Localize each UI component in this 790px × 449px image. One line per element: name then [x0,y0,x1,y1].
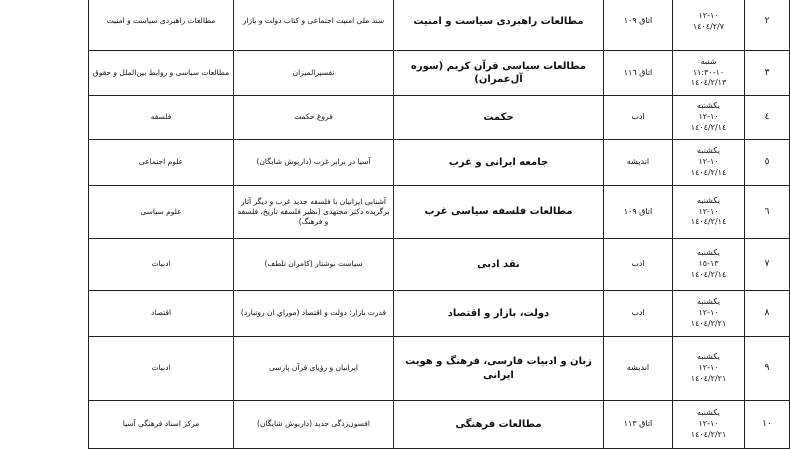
row-category: ادبیات [89,337,234,401]
row-title: مطالعات راهبردی سیاست و امنیت [394,0,604,51]
row-reference: آشنایی ایرانیان با فلسفه جدید غرب و دیگر آثار برگزیده دکتر مجتهدی (نظیر فلسفه تاریخ، فلسفه و فرهنگ) [234,186,394,239]
row-number: ٨ [745,291,790,337]
table-row [89,337,790,401]
table-row [89,140,790,186]
row-category: ادبیات [89,239,234,291]
row-reference: سیاست نوشتار (کامران تلطف) [234,239,394,291]
row-title: مطالعات فرهنگی [394,401,604,449]
row-date: یکشنبه ١٠-١٢ ١٤٠٤/٢/١٤ [673,140,745,186]
table-row [89,186,790,239]
row-reference: ایرانیان و رؤیای قرآن پارسی [234,337,394,401]
table-row [89,0,790,51]
row-date: یکشنبه ١٠-١٢ ١٤٠٤/٢/٢١ [673,291,745,337]
row-date: یکشنبه ١٠-١٢ ١٤٠٤/٢/١٤ [673,186,745,239]
row-date: یکشنبه ١٣-١٥ ١٤٠٤/٢/١٤ [673,239,745,291]
row-reference: فروغ حکمت [234,96,394,140]
table-row [89,291,790,337]
row-reference: آسیا در برابر غرب (داریوش شایگان) [234,140,394,186]
row-date: شنبه ١٠-١١:٣٠ ١٤٠٤/٢/١٣ [673,51,745,96]
row-date: یکشنبه ١٠-١٢ ١٤٠٤/٢/٢١ [673,401,745,449]
row-title: حکمت [394,96,604,140]
row-number: ٣ [745,51,790,96]
row-category: مرکز اسناد فرهنگی آسیا [89,401,234,449]
table-row [89,239,790,291]
table-row [89,96,790,140]
row-room: ادب [604,291,673,337]
row-category: اقتصاد [89,291,234,337]
row-number: ٧ [745,239,790,291]
row-room: اتاق ١٠٩ [604,186,673,239]
row-reference: افسون‌زدگی جدید (داریوش شایگان) [234,401,394,449]
row-date: یکشنبه ١٠-١٢ ١٤٠٤/٢/٢١ [673,337,745,401]
row-title: زبان و ادبیات فارسی، فرهنگ و هویت ایرانی [394,337,604,401]
row-reference: قدرت بازار: دولت و اقتصاد (موراي ان روتبارد) [234,291,394,337]
row-title: نقد ادبی [394,239,604,291]
schedule-table [88,0,790,449]
row-number: ٢ [745,0,790,51]
row-room: اتاق ١١٦ [604,51,673,96]
row-room: اتاق ١٠٩ [604,0,673,51]
row-date: یکشنبه ١٠-١٢ ١٤٠٤/٢/١٤ [673,96,745,140]
row-reference: تفسیرالمیزان [234,51,394,96]
row-room: اتاق ١١٣ [604,401,673,449]
row-room: اندیشه [604,140,673,186]
row-room: ادب [604,96,673,140]
row-category: علوم اجتماعی [89,140,234,186]
row-date: ١٠-١٢ ١٤٠٤/٢/٧ [673,0,745,51]
row-number: ٤ [745,96,790,140]
row-category: مطالعات راهبردی سیاست و امنیت [89,0,234,51]
row-category: علوم سیاسی [89,186,234,239]
row-title: دولت، بازار و اقتصاد [394,291,604,337]
row-room: اندیشه [604,337,673,401]
row-number: ٦ [745,186,790,239]
row-number: ٩ [745,337,790,401]
row-number: ٥ [745,140,790,186]
table-row [89,51,790,96]
row-title: مطالعات فلسفه سیاسی غرب [394,186,604,239]
row-category: مطالعات سیاسی و روابط بین‌الملل و حقوق [89,51,234,96]
row-title: مطالعات سیاسی قرآن کریم (سوره آل‌عمران) [394,51,604,96]
row-reference: سند ملی امنیت اجتماعی و کتاب دولت و بازار [234,0,394,51]
row-category: فلسفه [89,96,234,140]
table-row [89,401,790,449]
row-room: ادب [604,239,673,291]
row-number: ١٠ [745,401,790,449]
row-title: جامعه ایرانی و غرب [394,140,604,186]
